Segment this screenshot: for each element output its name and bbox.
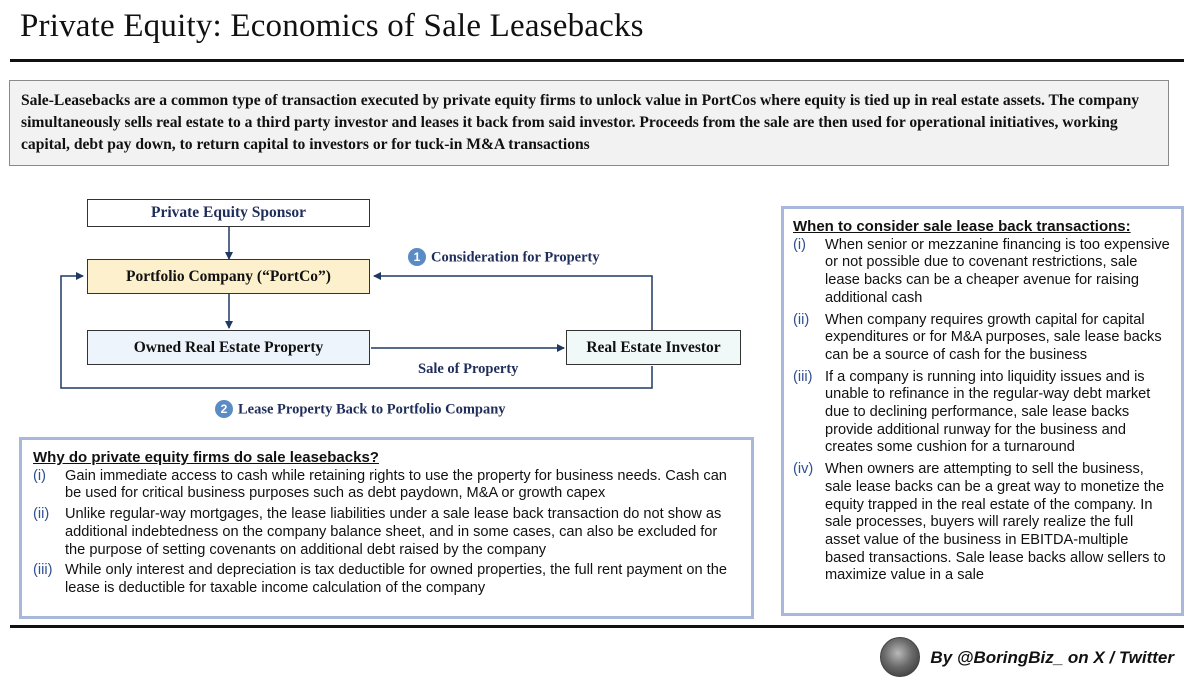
item-text: When company requires growth capital for capital expenditures or for M&A purposes, sale lease backs can be a source of cash for the business (825, 311, 1162, 363)
private-equity-sponsor-box: Private Equity Sponsor (87, 199, 370, 227)
sale-of-property-label: Sale of Property (418, 361, 519, 377)
list-item (33, 506, 741, 559)
consideration-text: Consideration for Property (431, 249, 600, 266)
page-title: Private Equity: Economics of Sale Leasebacks (20, 8, 644, 44)
arrow-consideration (374, 276, 652, 330)
item-number: (iii) (33, 562, 53, 579)
list-item (33, 562, 741, 597)
author-avatar (880, 637, 920, 677)
portfolio-company-box: Portfolio Company (“PortCo”) (87, 259, 370, 294)
item-text: If a company is running into liquidity issues and is unable to refinance in the regular-way debt market due to declining performance, sale lease backs provide additional runway for the business and creates some cushion for a turnaround (825, 368, 1151, 456)
item-number: (iv) (793, 461, 814, 478)
list-item (33, 468, 741, 503)
consideration-label (408, 249, 600, 267)
owned-real-estate-box: Owned Real Estate Property (87, 330, 370, 365)
lease-back-label (215, 401, 506, 419)
when-list (793, 237, 1171, 585)
list-item (793, 312, 1171, 365)
list-item (793, 461, 1171, 585)
item-number: (ii) (33, 506, 50, 523)
item-text: While only interest and depreciation is tax deductible for owned properties, the full rent payment on the lease is deductible for taxable income calculation of the company (65, 562, 727, 596)
why-list (33, 468, 741, 598)
list-item (793, 369, 1171, 458)
item-number: (ii) (793, 311, 810, 328)
item-text: When owners are attempting to sell the business, sale lease backs can be a great way to monetize the equity trapped in the real estate of the company. In sale processes, buyers will rarely realize the full asset value of the business in EBITDA-multiple based transactions. Sale lease backs allow sellers to maximize value in a sale (825, 461, 1166, 584)
list-item (793, 237, 1171, 308)
when-heading: When to consider sale lease back transactions: (793, 218, 1131, 235)
item-text: Gain immediate access to cash while retaining rights to use the property for business needs. Cash can be used for critical business purposes such as debt paydown, M&A or growth capex (65, 467, 727, 502)
why-panel (19, 437, 754, 619)
lease-back-text: Lease Property Back to Portfolio Company (238, 401, 506, 418)
step-2-badge: 2 (215, 400, 233, 418)
item-text: Unlike regular-way mortgages, the lease liabilities under a sale lease back transaction do not show as additional indebtedness on the company balance sheet, and in some cases, can also be excluded for the purpose of setting covenants on additional debt raised by the company (65, 506, 722, 558)
item-number: (i) (33, 467, 46, 484)
item-number: (i) (793, 236, 806, 253)
step-1-badge: 1 (408, 248, 426, 266)
intro-text: Sale-Leasebacks are a common type of transaction executed by private equity firms to unlock value in PortCos where equity is tied up in real estate assets. The company simultaneously sells real estate to a third party investor and leases it back from said investor. Proceeds from the sale are then used for operational initiatives, working capital, debt pay down, to return capital to investors or for tuck-in M&A transactions (9, 80, 1169, 166)
bottom-divider (10, 625, 1184, 628)
why-heading: Why do private equity firms do sale leasebacks? (33, 449, 379, 466)
item-number: (iii) (793, 368, 813, 385)
item-text: When senior or mezzanine financing is too expensive or not possible due to covenant restrictions, sale lease backs can be a cheaper avenue for raising additional cash (825, 236, 1170, 306)
real-estate-investor-box: Real Estate Investor (566, 330, 741, 365)
when-panel (781, 206, 1184, 616)
author-credit: By @BoringBiz_ on X / Twitter (930, 648, 1174, 667)
